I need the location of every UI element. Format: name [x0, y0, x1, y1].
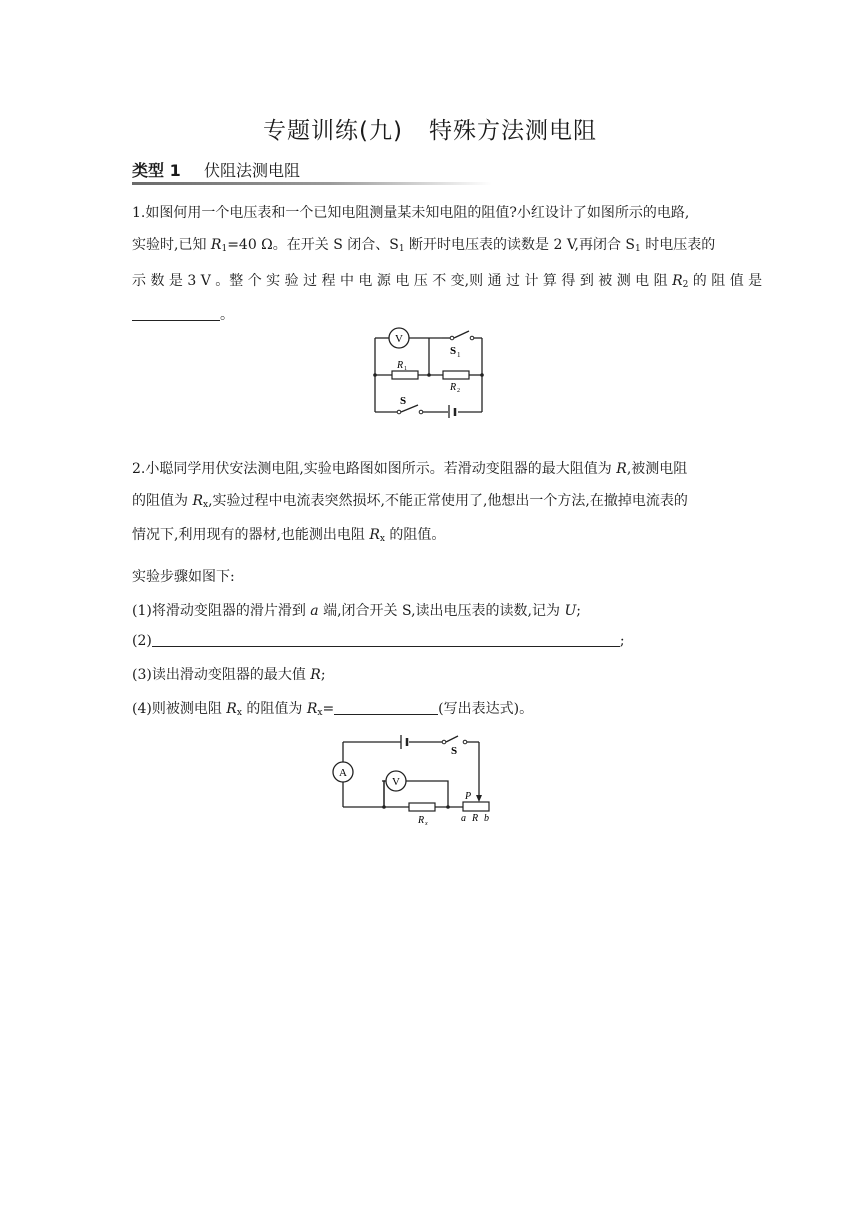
page-title: [0, 112, 860, 145]
end-b-label: b: [484, 813, 489, 824]
q2-steps-text: 实验步骤如图下:: [132, 569, 235, 585]
q1-text-3b: 的 阻 值 是: [688, 273, 763, 289]
ammeter-label: A: [339, 767, 347, 779]
q1-var-r2: R: [672, 273, 683, 289]
q1-sub-2: 2: [682, 280, 689, 290]
q2-step1-var: a: [310, 603, 319, 619]
q2-var-rx: R: [192, 493, 203, 509]
q2-step1-b: 端,闭合开关 S,读出电压表的读数,记为: [318, 603, 565, 619]
q2-step4-blank[interactable]: [334, 700, 438, 715]
section-label: 类型 1: [132, 161, 181, 180]
rheostat-icon: [463, 802, 489, 811]
slider-arrow-icon: [476, 795, 482, 802]
q2-step1-a: (1)将滑动变阻器的滑片滑到: [132, 603, 311, 619]
section-name: 伏阻法测电阻: [204, 161, 301, 180]
q2-step2-blank[interactable]: [152, 632, 620, 647]
q2-step1: [132, 600, 581, 620]
q2-text-3a: 情况下,利用现有的器材,也能测出电阻: [132, 527, 370, 543]
battery-icon: [401, 735, 407, 749]
switch1-label: S: [450, 345, 457, 357]
q1-text-2a: 实验时,已知: [132, 237, 211, 253]
q2-step4-c: (写出表达式)。: [438, 701, 534, 717]
q2-step4: [132, 698, 533, 718]
q1-text-2d: 时电压表的: [640, 237, 716, 253]
voltmeter-label: V: [392, 776, 400, 788]
q2-step4-r2: R: [306, 701, 318, 717]
q1-var-r1: R: [210, 237, 222, 253]
q1-text-2c: 断开时电压表的读数是 2 V,再闭合 S: [404, 237, 636, 253]
rheostat-label: R: [472, 813, 479, 824]
switch-label: S: [451, 745, 458, 757]
q2-step1-u: U: [564, 603, 577, 619]
q2-step4-eq: =: [322, 701, 335, 717]
q1-line4: [132, 304, 234, 324]
q2-var-rx2: R: [369, 527, 380, 543]
q1-text-1: 1.如图何用一个电压表和一个已知电阻测量某未知电阻的阻值?小红设计了如图所示的电路,: [132, 205, 690, 221]
voltmeter-label: V: [395, 333, 403, 345]
r1-sub: 1: [404, 366, 407, 372]
q1-line2: [132, 234, 715, 254]
end-a-label: a: [461, 813, 466, 824]
q2-step4-a: (4)则被测电阻: [132, 701, 227, 717]
resistor-r1-icon: [392, 371, 418, 379]
switch-label: S: [400, 395, 407, 407]
q2-step3: [132, 664, 326, 684]
q2-text-1a: 2.小聪同学用伏安法测电阻,实验电路图如图所示。若滑动变阻器的最大阻值为: [132, 461, 617, 477]
switch1-sub: 1: [457, 351, 461, 359]
slider-label: P: [465, 791, 472, 802]
q2-text-1b: ,被测电阻: [626, 461, 688, 477]
q2-step1-c: ;: [576, 603, 581, 619]
q2-step3-b: ;: [320, 667, 326, 683]
resistor-rx-icon: [409, 803, 435, 811]
q2-step4-r: R: [226, 701, 237, 717]
circuit-figure-1: [366, 322, 496, 418]
q2-step4-sub: x: [236, 708, 242, 718]
q1-text-2b: =40 Ω。在开关 S 闭合、S: [227, 237, 399, 253]
q1-line3: [132, 270, 762, 290]
q2-step4-b: 的阻值为: [241, 701, 307, 717]
q1-sub-1: 1: [221, 244, 228, 254]
q1-answer-blank[interactable]: [132, 306, 220, 321]
r1-label: R: [397, 360, 404, 371]
q2-step4-sub2: x: [317, 708, 323, 718]
q2-step3-r: R: [310, 667, 321, 683]
q2-text-2b: ,实验过程中电流表突然损坏,不能正常使用了,他想出一个方法,在撤掉电流表的: [208, 493, 688, 509]
q1-text-3a: 示 数 是 3 V 。整 个 实 验 过 程 中 电 源 电 压 不 变,则 通 过 计 算 得 到 被 测 电 阻: [132, 273, 673, 289]
q2-sub-x: x: [203, 500, 209, 510]
q2-steps-intro: [132, 566, 235, 586]
resistor-r2-icon: [443, 371, 469, 379]
battery-icon: [449, 405, 455, 418]
q2-text-2a: 的阻值为: [132, 493, 193, 509]
rx-label: R: [418, 815, 425, 826]
title-main: 专题训练(九): [263, 118, 403, 144]
q2-step2-a: (2): [132, 633, 152, 649]
q2-step2-b: ;: [619, 633, 625, 649]
section-underline: [132, 182, 492, 185]
q2-line2: [132, 490, 688, 510]
title-sub: 特殊方法测电阻: [428, 118, 597, 144]
circuit-figure-2: [332, 732, 510, 828]
q1-sub-s1b: 1: [635, 244, 641, 254]
q2-text-3b: 的阻值。: [384, 527, 446, 543]
r2-sub: 2: [457, 388, 460, 394]
q2-sub-x2: x: [379, 534, 385, 544]
q2-var-r: R: [616, 461, 627, 477]
q2-line1: [132, 458, 687, 478]
rx-sub: x: [425, 821, 428, 827]
q2-line3: [132, 524, 445, 544]
q1-text-end: 。: [220, 307, 234, 323]
q1-line1: [132, 202, 689, 222]
section-header: [132, 158, 492, 186]
q1-sub-s1: 1: [398, 244, 405, 254]
q2-step3-a: (3)读出滑动变阻器的最大值: [132, 667, 311, 683]
r2-label: R: [450, 382, 457, 393]
q2-step2: [132, 632, 625, 649]
